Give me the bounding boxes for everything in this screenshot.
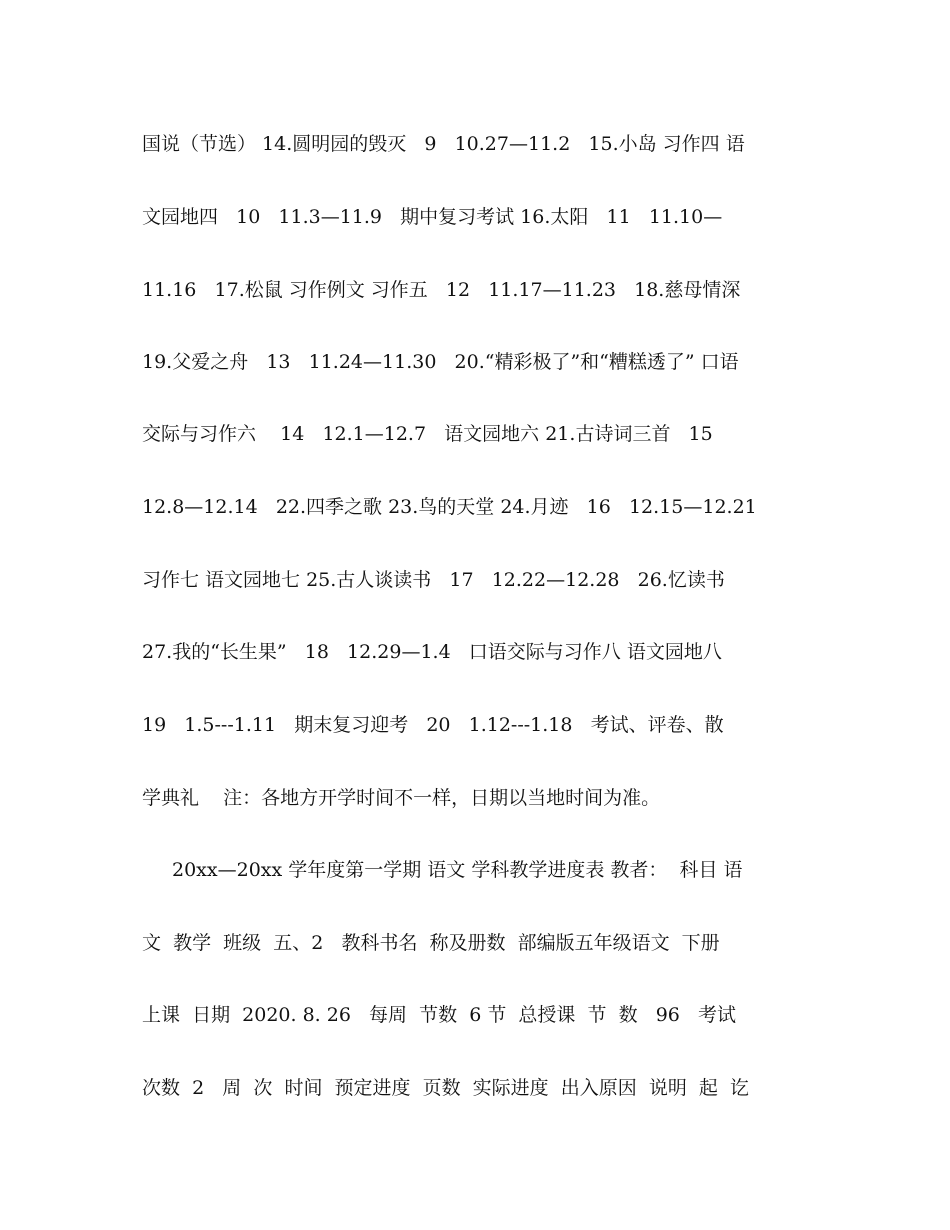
text-line: 19 1.5---1.11 期末复习迎考 20 1.12---1.18 考试、评卷、散	[142, 714, 724, 736]
text-line: 文 教学 班级 五、2 教科书名 称及册数 部编版五年级语文 下册	[142, 932, 720, 954]
text-line: 交际与习作六 14 12.1—12.7 语文园地六 21.古诗词三首 15	[142, 423, 713, 445]
text-line: 11.16 17.松鼠 习作例文 习作五 12 11.17—11.23 18.慈母情深	[142, 279, 741, 301]
text-line: 12.8—12.14 22.四季之歌 23.鸟的天堂 24.月迹 16 12.15—12.21	[142, 496, 757, 518]
note-line: 学典礼 注：各地方开学时间不一样，日期以当地时间为准。	[142, 787, 661, 809]
text-line: 次数 2 周 次 时间 预定进度 页数 实际进度 出入原因 说明 起 讫	[142, 1077, 749, 1099]
text-line: 27.我的“长生果” 18 12.29—1.4 口语交际与习作八 语文园地八	[142, 641, 722, 663]
table-title-line: 20xx—20xx 学年度第一学期 语文 学科教学进度表 教者： 科目 语	[172, 859, 743, 881]
text-line: 习作七 语文园地七 25.古人谈读书 17 12.22—12.28 26.忆读书	[142, 569, 725, 591]
text-line: 国说（节选） 14.圆明园的毁灭 9 10.27—11.2 15.小岛 习作四 语	[142, 133, 745, 155]
text-line: 文园地四 10 11.3—11.9 期中复习考试 16.太阳 11 11.10—	[142, 206, 723, 228]
text-line: 19.父爱之舟 13 11.24—11.30 20.“精彩极了”和“糟糕透了” 口语	[142, 351, 739, 373]
text-line: 上课 日期 2020. 8. 26 每周 节数 6 节 总授课 节 数 96 考试	[142, 1004, 736, 1026]
